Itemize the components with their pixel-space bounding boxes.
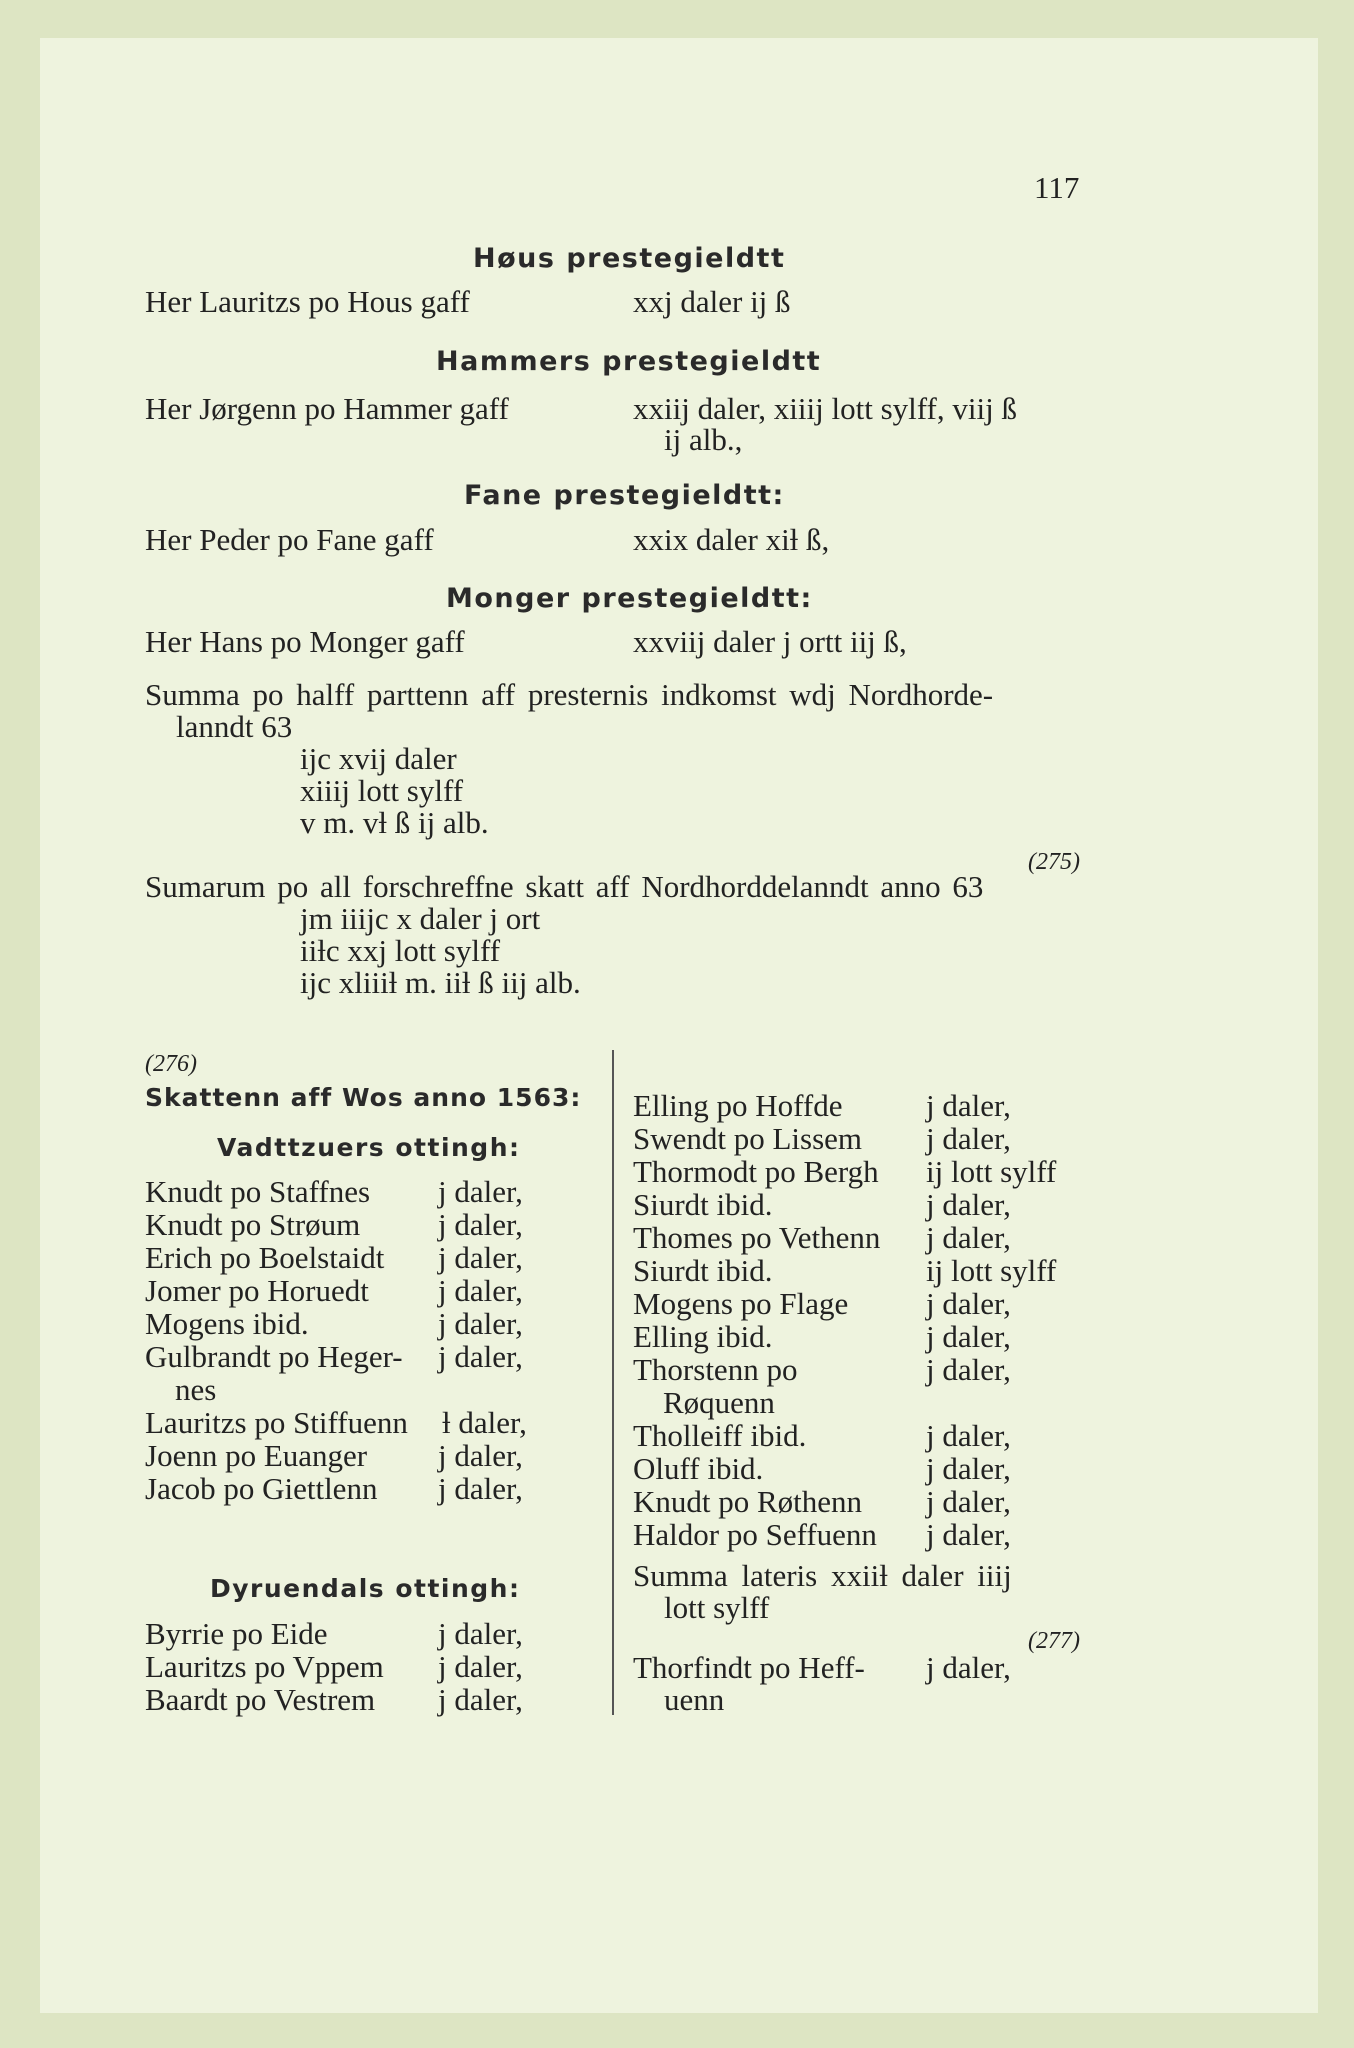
entry-value: j daler, xyxy=(438,1174,523,1209)
entry-name: Knudt po Staffnes xyxy=(145,1174,371,1209)
sumarum-item: iiƚc xxj lott sylff xyxy=(300,933,501,968)
entry-name: nes xyxy=(175,1372,217,1407)
entry-value: j daler, xyxy=(438,1207,523,1242)
entry-value: j daler, xyxy=(926,1088,1011,1123)
entry-value: j daler, xyxy=(438,1682,523,1717)
summa-lateris: Summa lateris xxiiƚ daler iiij xyxy=(633,1558,1012,1593)
entry-name: Gulbrandt po Heger- xyxy=(145,1339,403,1374)
sumarum-item: jm iiijc x daler j ort xyxy=(300,901,541,936)
entry-value: j daler, xyxy=(438,1438,523,1473)
entry-value: j daler, xyxy=(926,1418,1011,1453)
entry-value: j daler, xyxy=(438,1240,523,1275)
entry-value: j daler, xyxy=(438,1649,523,1684)
entry-name: Thorfindt po Heff- xyxy=(633,1650,865,1685)
section-heading: Monger prestegieldtt: xyxy=(446,583,813,614)
entry-value: j daler, xyxy=(926,1220,1011,1255)
entry-value: ƚ daler, xyxy=(442,1405,527,1440)
group-heading: Vadttzuers ottingh: xyxy=(217,1133,521,1162)
entry-value: j daler, xyxy=(926,1517,1011,1552)
entry-value: j daler, xyxy=(926,1319,1011,1354)
entry-name: Jomer po Horuedt xyxy=(145,1273,369,1308)
summa-line: Summa po halff parttenn aff presternis indkomst wdj Nordhorde- xyxy=(145,677,994,712)
entry-value: j daler, xyxy=(438,1616,523,1651)
entry-name: Her Jørgenn po Hammer gaff xyxy=(145,391,509,426)
entry-name: Haldor po Seffuenn xyxy=(633,1517,877,1552)
summa-item: ijc xvij daler xyxy=(300,741,457,776)
entry-value: xxj daler ij ß xyxy=(633,284,791,319)
entry-name: Her Lauritzs po Hous gaff xyxy=(145,284,470,319)
entry-name: Mogens ibid. xyxy=(145,1306,309,1341)
entry-name: Lauritzs po Stiffuenn xyxy=(145,1405,408,1440)
entry-name: Siurdt ibid. xyxy=(633,1187,773,1222)
entry-name: Thormodt po Bergh xyxy=(633,1154,879,1189)
page-number: 117 xyxy=(1034,170,1080,205)
entry-name-cont: uenn xyxy=(664,1682,725,1717)
entry-name: Lauritzs po Vppem xyxy=(145,1649,384,1684)
entry-name: Tholleiff ibid. xyxy=(633,1418,807,1453)
entry-name: Knudt po Strøum xyxy=(145,1207,361,1242)
summa-lateris-cont: lott sylff xyxy=(664,1590,770,1625)
entry-name: Swendt po Lissem xyxy=(633,1121,863,1156)
entry-name: Knudt po Røthenn xyxy=(633,1484,863,1519)
sumarum-line: Sumarum po all forschreffne skatt aff Nordhorddelanndt anno 63 xyxy=(145,869,984,904)
entry-value: j daler, xyxy=(926,1121,1011,1156)
summa-item: xiiij lott sylff xyxy=(300,773,464,808)
entry-value: j daler, xyxy=(926,1187,1011,1222)
entry-value: j daler, xyxy=(926,1484,1011,1519)
entry-value: j daler, xyxy=(438,1471,523,1506)
entry-value: j daler, xyxy=(438,1306,523,1341)
entry-name: Baardt po Vestrem xyxy=(145,1682,376,1717)
entry-name: Thomes po Vethenn xyxy=(633,1220,881,1255)
entry-value: xxviij daler j ortt iij ß, xyxy=(633,624,907,659)
entry-value-cont: ij alb., xyxy=(664,422,743,457)
entry-value: xxix daler xiƚ ß, xyxy=(633,522,830,557)
entry-name: Her Hans po Monger gaff xyxy=(145,624,465,659)
summa-line: lanndt 63 xyxy=(176,709,293,744)
summa-item: v m. vƚ ß ij alb. xyxy=(300,805,489,840)
entry-name: Oluff ibid. xyxy=(633,1451,764,1486)
section-title: Skattenn aff Wos anno 1563: xyxy=(145,1083,582,1112)
entry-name: Røquenn xyxy=(663,1385,775,1420)
entry-value: ij lott sylff xyxy=(926,1154,1057,1189)
entry-value: j daler, xyxy=(926,1650,1011,1685)
entry-name: Byrrie po Eide xyxy=(145,1616,328,1651)
entry-name: Thorstenn po xyxy=(633,1352,798,1387)
entry-name: Mogens po Flage xyxy=(633,1286,849,1321)
entry-name: Joenn po Euanger xyxy=(145,1438,368,1473)
entry-name: Elling po Hoffde xyxy=(633,1088,843,1123)
entry-name: Jacob po Giettlenn xyxy=(145,1471,378,1506)
column-divider xyxy=(612,1050,614,1715)
entry-value: j daler, xyxy=(438,1339,523,1374)
reference-number: (276) xyxy=(145,1051,197,1077)
section-heading: Hammers prestegieldtt xyxy=(436,346,822,377)
entry-value: j daler, xyxy=(438,1273,523,1308)
entry-value: j daler, xyxy=(926,1286,1011,1321)
document-page xyxy=(40,38,1318,2013)
reference-number: (275) xyxy=(1028,849,1080,875)
group-heading: Dyruendals ottingh: xyxy=(210,1574,521,1603)
entry-name: Siurdt ibid. xyxy=(633,1253,773,1288)
entry-name: Her Peder po Fane gaff xyxy=(145,522,434,557)
entry-value: j daler, xyxy=(926,1352,1011,1387)
sumarum-item: ijc xliiiƚ m. iiƚ ß iij alb. xyxy=(300,965,581,1000)
entry-value: ij lott sylff xyxy=(926,1253,1057,1288)
entry-value: j daler, xyxy=(926,1451,1011,1486)
section-heading: Høus prestegieldtt xyxy=(473,243,786,274)
entry-name: Erich po Boelstaidt xyxy=(145,1240,385,1275)
reference-number: (277) xyxy=(1028,1628,1080,1654)
entry-value: xxiij daler, xiiij lott sylff, viij ß xyxy=(633,391,1017,426)
entry-name: Elling ibid. xyxy=(633,1319,773,1354)
section-heading: Fane prestegieldtt: xyxy=(464,480,785,511)
